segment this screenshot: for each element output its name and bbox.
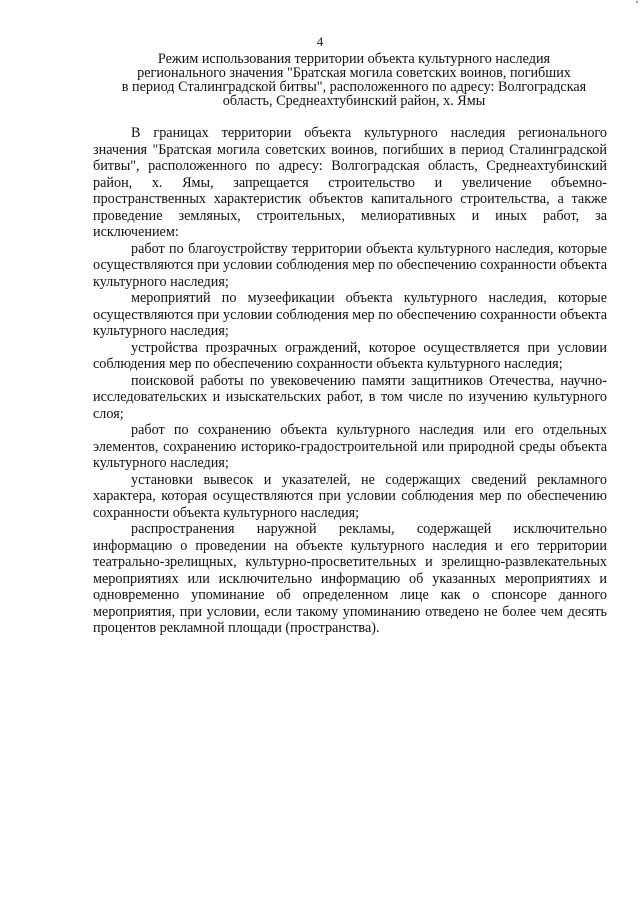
body-paragraph-preservation-works: работ по сохранению объекта культурного наследия или его отдельных элементов, сохранению историко-градостроительной или природной среды объекта культурного наследия; (93, 422, 607, 471)
title-line: область, Среднеахтубинский район, х. Ямы (222, 93, 486, 109)
body-paragraph-transparent-fences: устройства прозрачных ограждений, которое осуществляется при условии соблюдения мер по обеспечению сохранности объекта культурного наследия; (93, 339, 607, 372)
document-body (93, 125, 607, 637)
page-number: 4 (316, 34, 324, 49)
document-title (92, 52, 616, 108)
body-paragraph-signage: установки вывесок и указателей, не содержащих сведений рекламного характера, которая осуществляются при условии соблюдения мер по обеспечению сохранности объекта культурного наследия; (93, 471, 607, 521)
body-paragraph-improvement-works: работ по благоустройству территории объекта культурного наследия, которые осуществляются при условии соблюдения мер по обеспечению сохранности объекта культурного наследия; (93, 240, 607, 290)
title-line: регионального значения "Братская могила советских воинов, погибших (137, 65, 571, 81)
title-line: в период Сталинградской битвы", расположенного по адресу: Волгоградская (121, 79, 587, 95)
title-line: Режим использования территории объекта культурного наследия (157, 51, 551, 67)
corner-mark: ' (636, 0, 638, 11)
body-paragraph-intro: В границах территории объекта культурного наследия регионального значения "Братская могила советских воинов, погибших в период Сталинградской битвы", расположенного по адресу: Волгоградская область, Среднеахтубинский район, х. Ямы, запрещается строительство и увеличение объемно-пространственных характеристик объектов капитального строительства, а также проведение земляных, строительных, мелиоративных и иных работ, за исключением: (93, 125, 607, 240)
body-paragraph-outdoor-advertising: распространения наружной рекламы, содержащей исключительно информацию о проведении на объекте культурного наследия и его территории театрально-зрелищных, культурно-просветительных и зрелищно-развлекательных мероприятиях или исключительно информацию об указанных мероприятиях и одновременно упоминание об определенном лице как о спонсоре данного мероприятия, при условии, если такому упоминанию отведено не более чем десять процентов рекламной площади (пространства). (93, 521, 607, 636)
body-paragraph-search-works: поисковой работы по увековечению памяти защитников Отечества, научно-исследовательских и изыскательских работ, в том числе по изучению культурного слоя; (93, 372, 607, 422)
body-paragraph-museumification: мероприятий по музеефикации объекта культурного наследия, которые осуществляются при условии соблюдения мер по обеспечению сохранности объекта культурного наследия; (93, 290, 607, 339)
